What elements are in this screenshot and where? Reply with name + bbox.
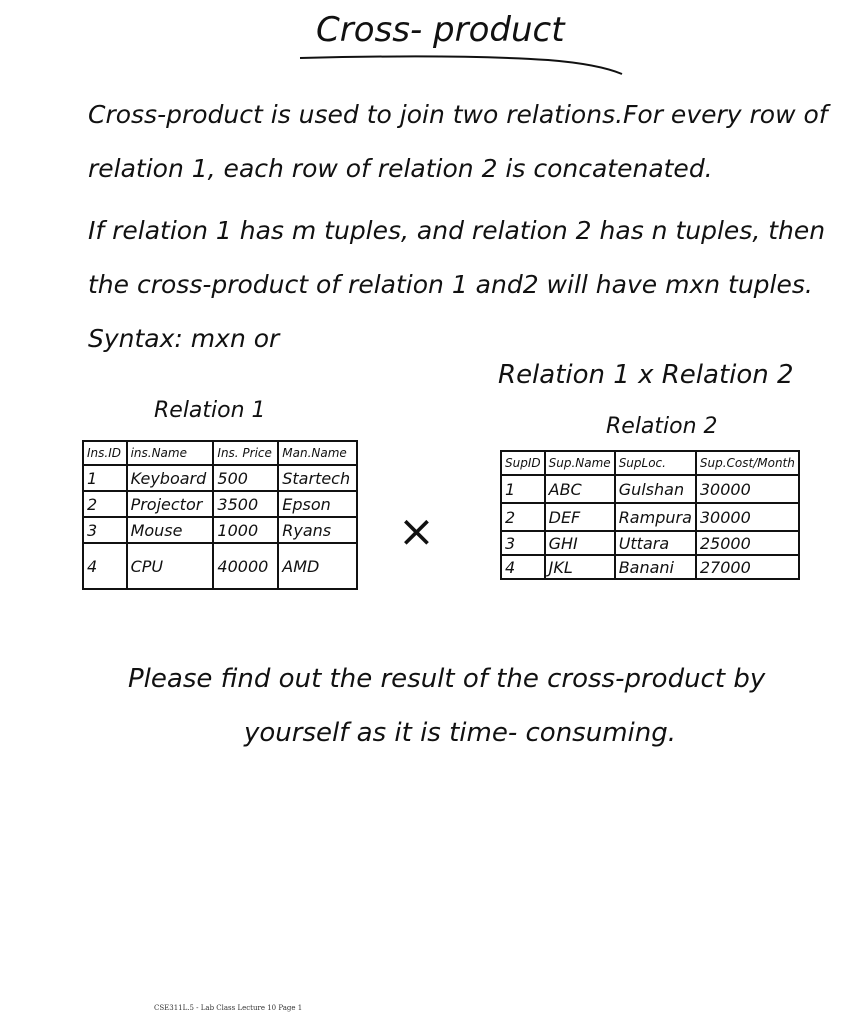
table-cell: Uttara xyxy=(615,531,696,555)
table-cell: Rampura xyxy=(615,503,696,531)
table-cell: AMD xyxy=(278,543,357,589)
relation2-caption: Relation 2 xyxy=(606,414,718,439)
definition-paragraph: Cross-product is used to join two relations.For every row of relation 1, each row of relation 2 is concatenated. xyxy=(88,100,828,183)
column-header: SupLoc. xyxy=(615,451,696,475)
table-row xyxy=(83,543,357,589)
table-cell: 25000 xyxy=(696,531,799,555)
table-row xyxy=(501,503,799,531)
page-title: Cross- product xyxy=(316,10,565,50)
column-header: Ins.ID xyxy=(83,441,127,465)
table-cell: 30000 xyxy=(696,475,799,503)
page-footer: CSE311L.5 - Lab Class Lecture 10 Page 1 xyxy=(154,1004,303,1012)
table-cell: 4 xyxy=(501,555,545,579)
title-underline xyxy=(298,54,624,76)
table-cell: 3500 xyxy=(213,491,278,517)
table-header-row xyxy=(83,441,357,465)
table-cell: 40000 xyxy=(213,543,278,589)
table-row xyxy=(83,517,357,543)
table-cell: 1 xyxy=(83,465,127,491)
column-header: ins.Name xyxy=(127,441,214,465)
table-cell: Startech xyxy=(278,465,357,491)
table-cell: Mouse xyxy=(127,517,214,543)
tuple-count-paragraph: If relation 1 has m tuples, and relation 2 has n tuples, then the cross-product of relation 1 and2 will have mxn tuples. Syntax: mxn or xyxy=(88,216,826,353)
syntax-expression: Relation 1 x Relation 2 xyxy=(498,360,794,390)
table-row xyxy=(83,465,357,491)
table-row xyxy=(501,531,799,555)
relation2-table xyxy=(500,450,800,580)
table-cell: GHI xyxy=(545,531,615,555)
table-cell: Ryans xyxy=(278,517,357,543)
table-cell: 3 xyxy=(501,531,545,555)
table-cell: Epson xyxy=(278,491,357,517)
table-row xyxy=(501,475,799,503)
cross-product-symbol: × xyxy=(398,506,435,557)
table-header-row xyxy=(501,451,799,475)
table-cell: Banani xyxy=(615,555,696,579)
table-cell: 2 xyxy=(83,491,127,517)
table-cell: 4 xyxy=(83,543,127,589)
table-cell: DEF xyxy=(545,503,615,531)
relation1-table xyxy=(82,440,358,590)
column-header: SupID xyxy=(501,451,545,475)
closing-line-2: yourself as it is time- consuming. xyxy=(244,718,676,748)
table-row xyxy=(501,555,799,579)
relation1-caption: Relation 1 xyxy=(154,398,266,423)
table-cell: Projector xyxy=(127,491,214,517)
table-row xyxy=(83,491,357,517)
column-header: Sup.Name xyxy=(545,451,615,475)
table-cell: 500 xyxy=(213,465,278,491)
table-cell: 3 xyxy=(83,517,127,543)
table-cell: 1 xyxy=(501,475,545,503)
table-cell: CPU xyxy=(127,543,214,589)
column-header: Sup.Cost/Month xyxy=(696,451,799,475)
table-cell: Keyboard xyxy=(127,465,214,491)
table-cell: ABC xyxy=(545,475,615,503)
table-cell: JKL xyxy=(545,555,615,579)
table-cell: Gulshan xyxy=(615,475,696,503)
table-cell: 1000 xyxy=(213,517,278,543)
table-cell: 2 xyxy=(501,503,545,531)
table-cell: 30000 xyxy=(696,503,799,531)
closing-line-1: Please find out the result of the cross-product by xyxy=(128,664,766,694)
column-header: Man.Name xyxy=(278,441,357,465)
table-cell: 27000 xyxy=(696,555,799,579)
column-header: Ins. Price xyxy=(213,441,278,465)
